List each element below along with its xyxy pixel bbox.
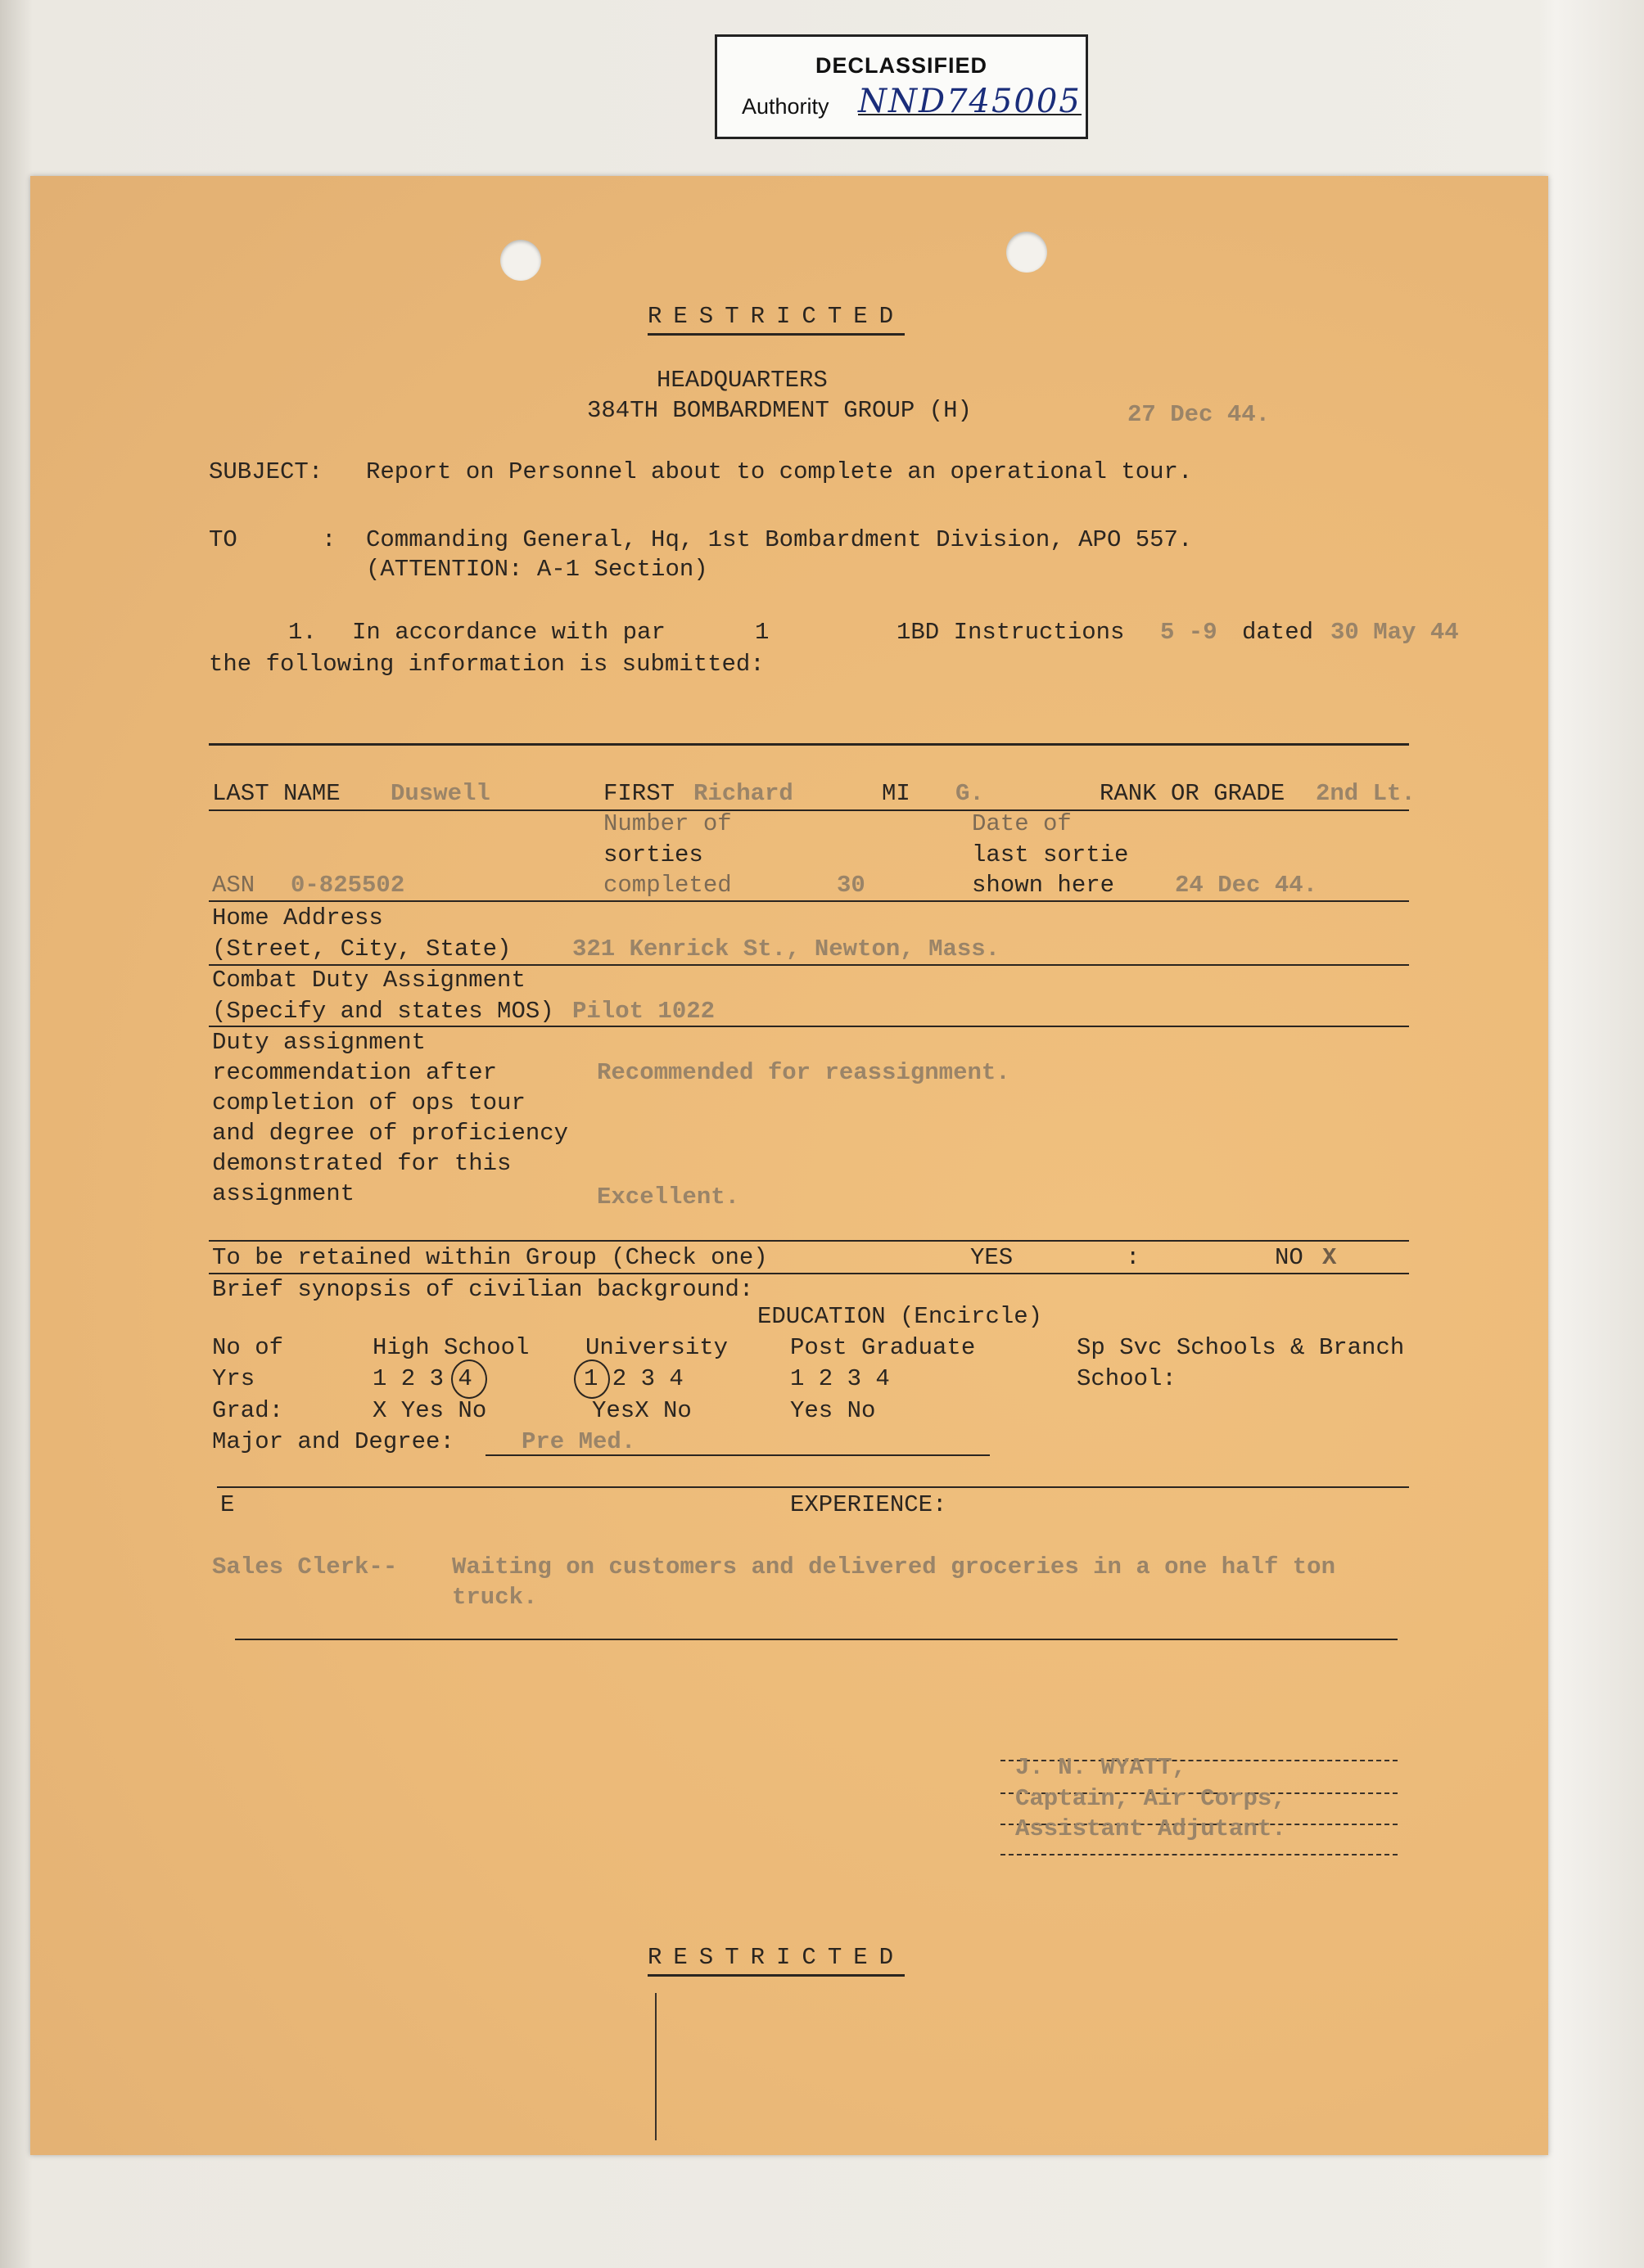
synopsis-label: Brief synopsis of civilian background: [212,1276,754,1303]
para-par-value: 1 [755,619,770,646]
no-of-label: No of [212,1334,284,1361]
e-label: E [220,1491,235,1518]
duty-label-3: completion of ops tour [212,1089,526,1116]
experience-underline [235,1639,1398,1640]
last-name-value: Duswell [391,780,490,807]
para-number: 1. [288,619,317,646]
home-underline [209,964,1409,966]
rank-label: RANK OR GRADE [1100,780,1285,807]
education-label: EDUCATION (Encircle) [757,1303,1043,1330]
to-colon: : [322,526,336,553]
university-label: University [585,1334,729,1361]
document-date: 27 Dec 44. [1127,401,1271,428]
combat-label-1: Combat Duty Assignment [212,967,526,994]
signature-title-2: Assistant Adjutant. [1015,1815,1286,1842]
retain-no: NO [1275,1244,1303,1271]
mi-label: MI [882,780,910,807]
section-rule-1 [209,743,1409,746]
para-instruction-value: 5 -9 [1160,619,1217,646]
duty-label-4: and degree of proficiency [212,1120,569,1147]
name-underline [209,809,1409,811]
retain-label: To be retained within Group (Check one) [212,1244,768,1271]
para-text-c: dated [1242,619,1314,646]
mi-value: G. [955,780,984,807]
home-label-1: Home Address [212,904,383,931]
experience-label: EXPERIENCE: [790,1491,947,1518]
duty-label-1: Duty assignment [212,1029,427,1056]
retain-underline [209,1273,1409,1274]
high-school-grad: X Yes No [373,1397,487,1424]
subject-text: Report on Personnel about to complete an operational tour. [366,458,1193,485]
last-sortie-value: 24 Dec 44. [1175,872,1318,899]
sorties-value: 30 [837,872,865,899]
sorties-label-1: Number of [603,810,732,837]
major-degree-value: Pre Med. [522,1428,636,1455]
last-sortie-label-2: last sortie [972,841,1129,868]
last-name-label: LAST NAME [212,780,341,807]
yrs-label: Yrs [212,1365,255,1392]
university-years: 1 2 3 4 [584,1365,684,1392]
duty-recommendation-value: Recommended for reassignment. [597,1059,1010,1086]
post-graduate-label: Post Graduate [790,1334,976,1361]
experience-line-2: truck. [452,1584,538,1611]
experience-title: Sales Clerk-- [212,1553,398,1580]
declassified-stamp [715,34,1088,139]
stamp-authority-label: Authority [742,94,829,119]
combat-label-2: (Specify and states MOS) [212,998,554,1025]
document-page [30,176,1548,2155]
university-circle [574,1359,610,1399]
experience-line-1: Waiting on customers and delivered groceries in a one half ton [452,1553,1335,1580]
to-text: Commanding General, Hq, 1st Bombardment Division, APO 557. [366,526,1193,553]
experience-rule [217,1486,1409,1488]
signature-title-1: Captain, Air Corps, [1015,1785,1286,1812]
post-graduate-years: 1 2 3 4 [790,1365,890,1392]
first-name-label: FIRST [603,780,675,807]
classification-top: RESTRICTED [648,304,905,336]
classification-bottom: RESTRICTED [648,1946,905,1977]
duty-underline [209,1240,1409,1242]
asn-value: 0-825502 [291,872,405,899]
home-label-2: (Street, City, State) [212,936,512,963]
university-grad: YesX No [592,1397,692,1424]
retain-colon: : [1126,1244,1140,1271]
org-line-1: HEADQUARTERS [657,367,828,394]
para-dated-value: 30 May 44 [1330,619,1459,646]
para-line-2: the following information is submitted: [209,651,765,678]
org-line-2: 384TH BOMBARDMENT GROUP (H) [587,397,972,424]
sp-svc-label-1: Sp Svc Schools & Branch [1077,1334,1405,1361]
duty-label-5: demonstrated for this [212,1150,512,1177]
last-sortie-label-1: Date of [972,810,1072,837]
last-sortie-label-3: shown here [972,872,1115,899]
duty-label-2: recommendation after [212,1059,498,1086]
rank-value: 2nd Lt. [1316,780,1416,807]
combat-duty-value: Pilot 1022 [572,998,716,1025]
fold-crease-bottom [655,1993,657,2140]
high-school-label: High School [373,1334,530,1361]
asn-underline [209,900,1409,902]
high-school-years: 1 2 3 4 [373,1365,472,1392]
proficiency-value: Excellent. [597,1184,740,1211]
signature-rule-4 [1000,1854,1398,1855]
to-label: TO [209,526,237,553]
retain-yes: YES [970,1244,1014,1271]
high-school-circle [451,1359,487,1399]
punch-hole-right [1006,232,1047,273]
stamp-authority-number: NND745005 [858,83,1082,120]
subject-label: SUBJECT: [209,458,323,485]
attention-line: (ATTENTION: A-1 Section) [366,556,708,583]
combat-underline [209,1026,1409,1027]
sorties-label-2: sorties [603,841,703,868]
sp-svc-label-2: School: [1077,1365,1177,1392]
post-graduate-grad: Yes No [790,1397,876,1424]
signature-name: J. N. WYATT, [1015,1754,1186,1781]
major-degree-label: Major and Degree: [212,1428,454,1455]
para-text-b: 1BD Instructions [897,619,1125,646]
duty-label-6: assignment [212,1180,355,1207]
grad-label: Grad: [212,1397,284,1424]
retain-mark: X [1322,1244,1337,1271]
stamp-title: DECLASSIFIED [815,53,988,78]
first-name-value: Richard [693,780,793,807]
punch-hole-left [500,240,541,281]
asn-label: ASN [212,872,255,899]
sorties-label-3: completed [603,872,732,899]
major-underline [486,1454,990,1456]
home-address-value: 321 Kenrick St., Newton, Mass. [572,936,1000,963]
para-text-a: In accordance with par [352,619,666,646]
